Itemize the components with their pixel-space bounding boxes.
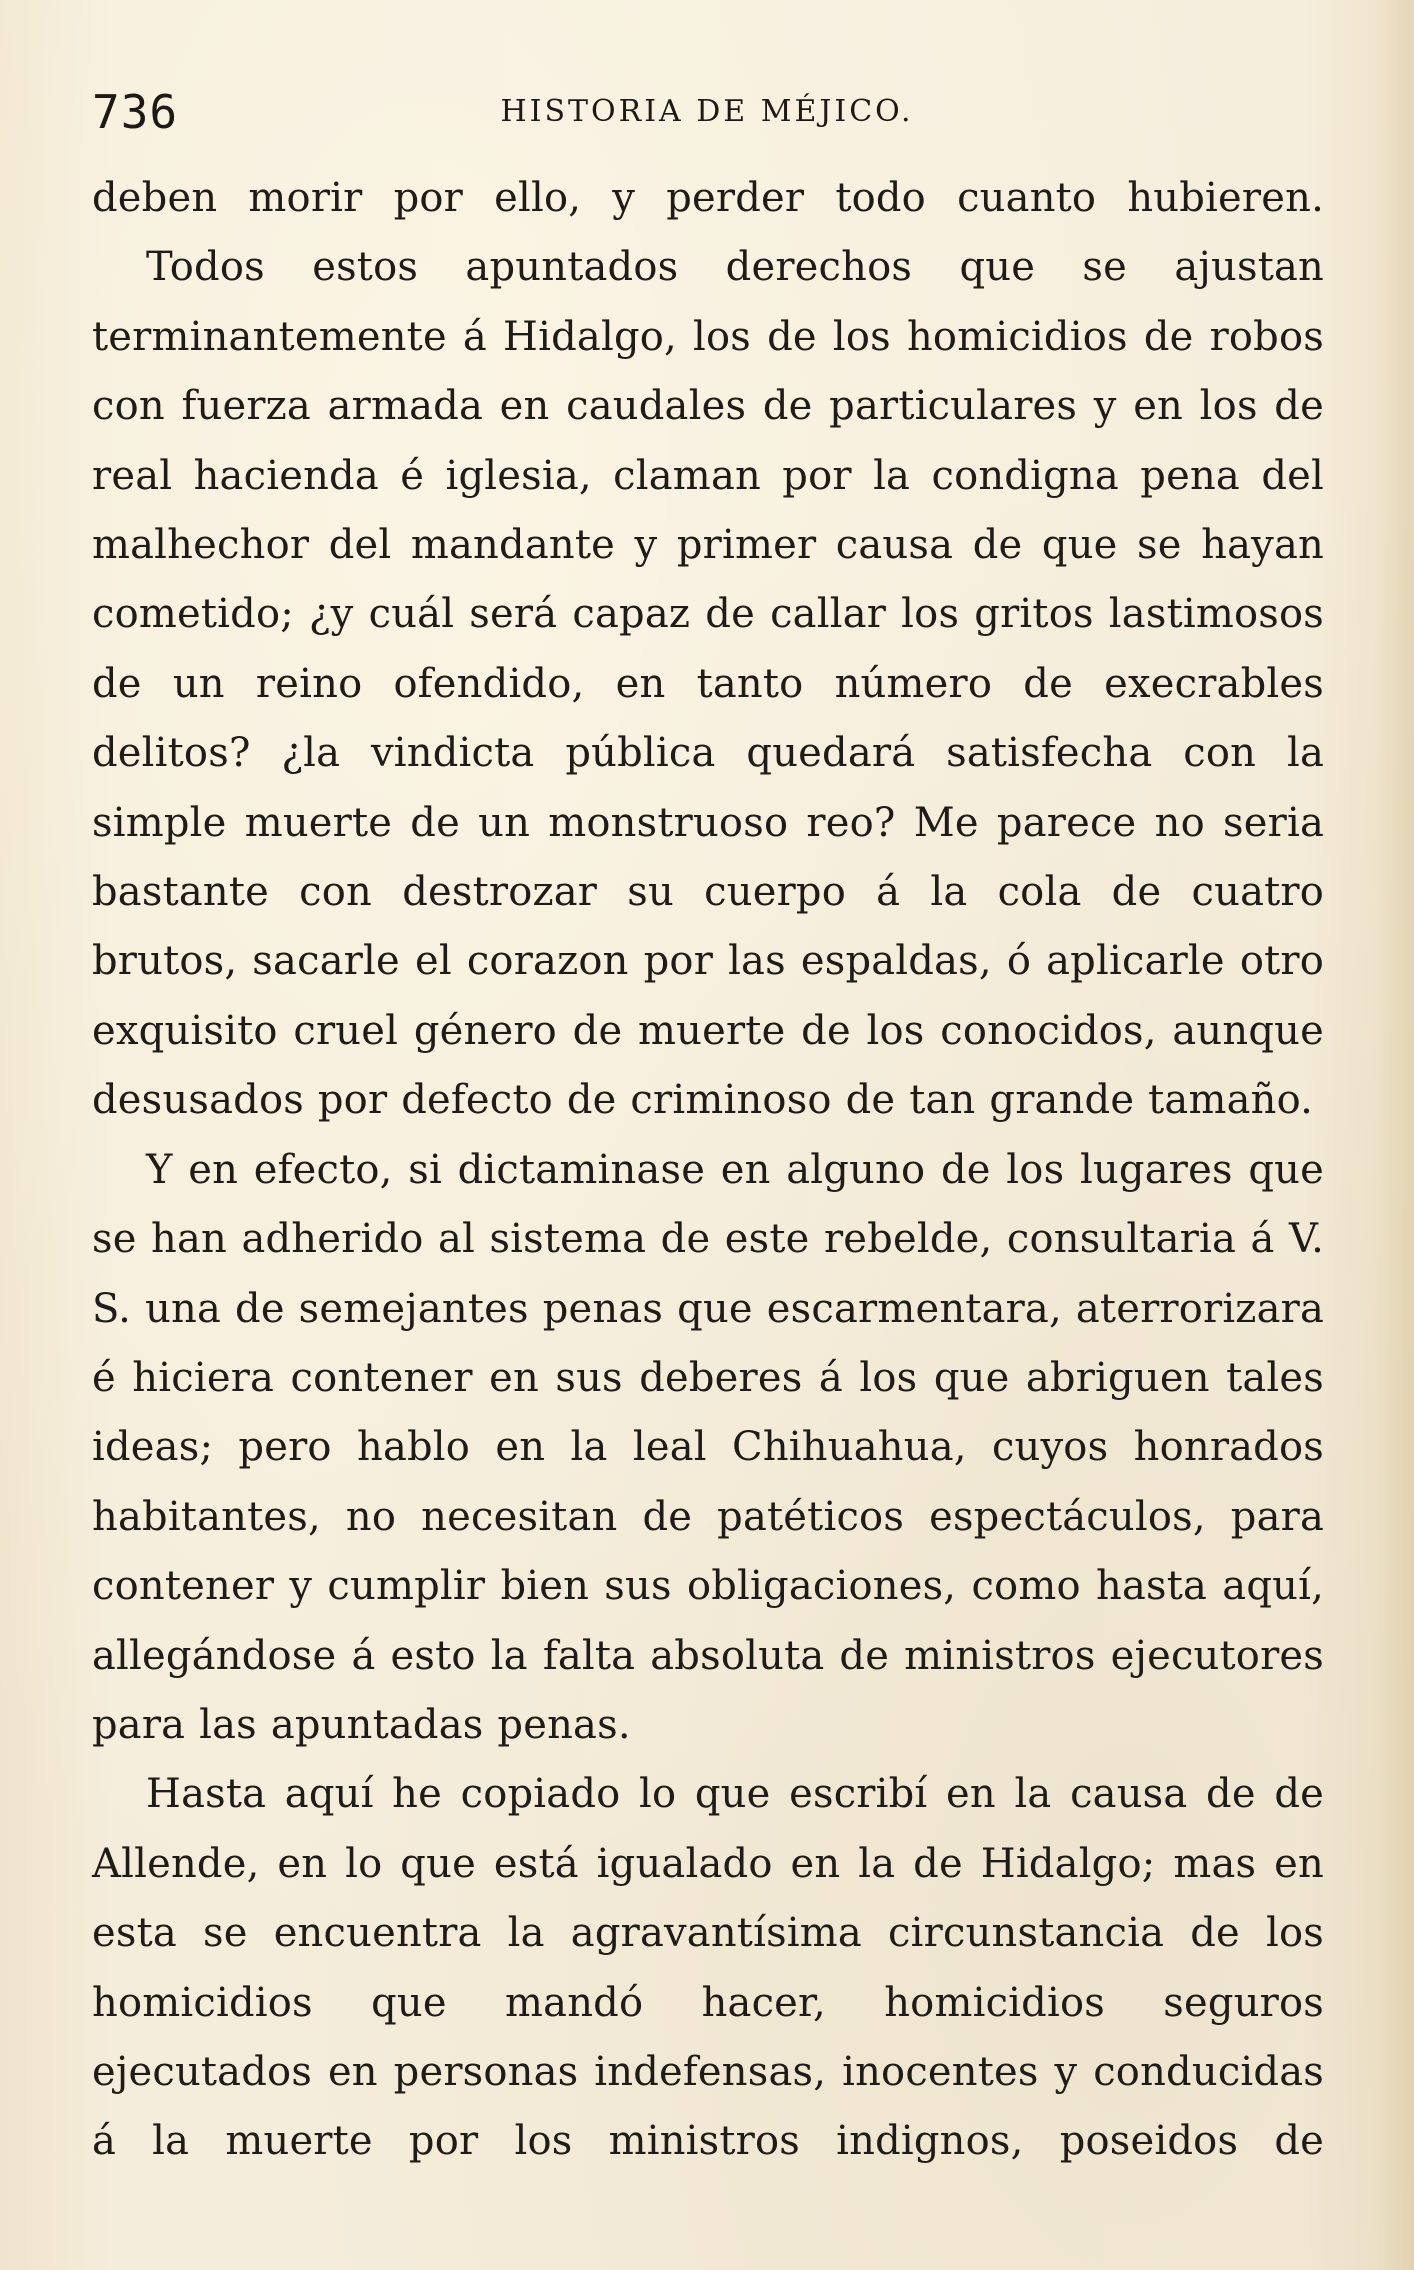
paragraph: Y en efecto, si dictaminase en alguno de los lugares que se han adherido al sistema de este rebelde, consultaria á V. S. una de semejantes penas que escarmentara, aterrorizara é hiciera contener en sus deberes á los que abriguen tales ideas; pero hablo en la leal Chihuahua, cuyos honrados habitantes, no necesitan de patéticos espectáculos, para contener y cumplir bien sus obligaciones, como hasta aquí, allegándose á esto la falta absoluta de ministros ejecutores para las apuntadas penas. xyxy=(92,1146,1324,1748)
page-edge-shadow xyxy=(1376,0,1414,2270)
body-text xyxy=(92,164,1324,2177)
page-header xyxy=(92,82,1322,142)
paragraph: Todos estos apuntados derechos que se ajustan terminantemente á Hidalgo, los de los homicidios de robos con fuerza armada en caudales de particulares y en los de real hacienda é iglesia, claman por la condigna pena del malhechor del mandante y primer causa de que se hayan cometido; ¿y cuál será capaz de callar los gritos lastimosos de un reino ofendido, en tanto número de execrables delitos? ¿la vindicta pública quedará satisfecha con la simple muerte de un monstruoso reo? Me parece no seria bastante con destrozar su cuerpo á la cola de cuatro brutos, sacarle el corazon por las espaldas, ó aplicarle otro exquisito cruel género de muerte de los conocidos, aunque desusados por defecto de criminoso de tan grande tamaño. xyxy=(92,244,1324,1124)
paragraph: Hasta aquí he copiado lo que escribí en la causa de de Allende, en lo que está igualado en la de Hidalgo; mas en esta se encuentra la agravantísima circunstancia de los homicidios que mandó hacer, homicidios seguros ejecutados en personas indefensas, inocentes y conducidas á la muerte por los ministros indignos, poseidos de xyxy=(92,1771,1324,2165)
page-number: 736 xyxy=(92,85,179,139)
paragraph-continuation: deben morir por ello, y perder todo cuanto hubieren. xyxy=(92,175,1324,221)
running-head: HISTORIA DE MÉJICO. xyxy=(500,94,914,129)
